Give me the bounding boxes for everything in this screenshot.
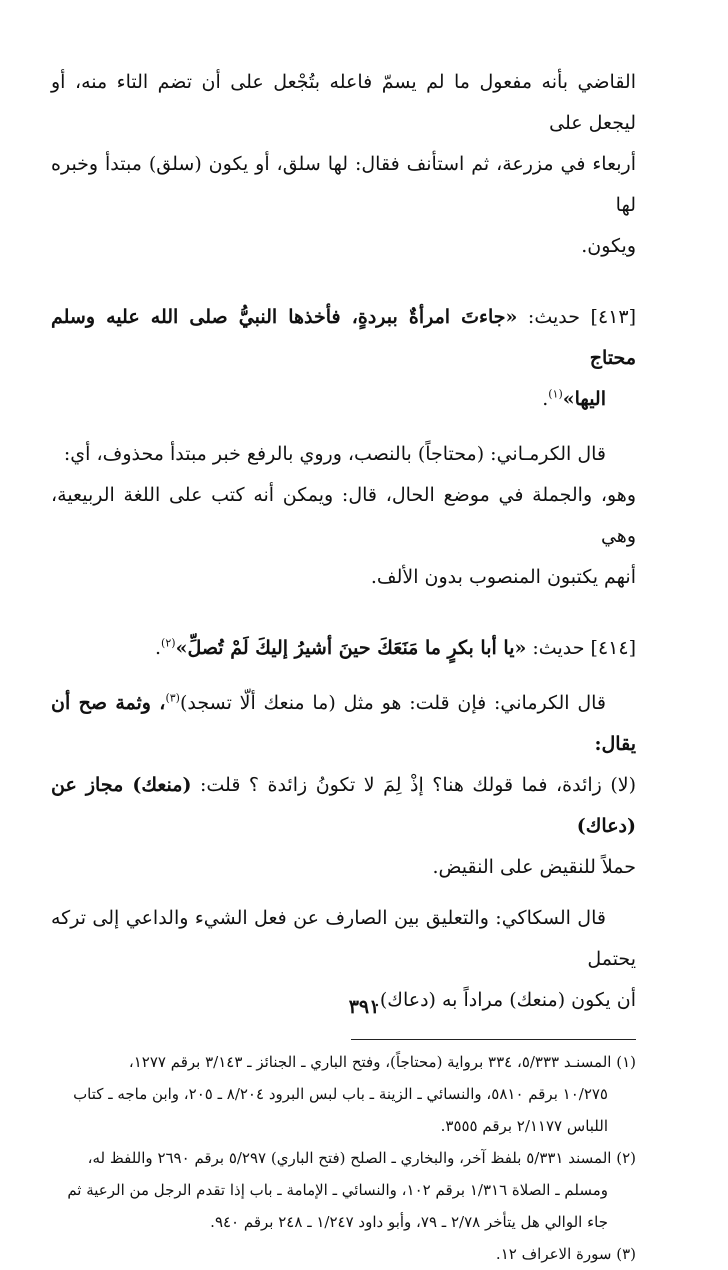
kirmani1-line-1: قال الكرمـاني: (محتاجاً) بالنصب، وروي بالرفع خبر مبتدأ محذوف، أي: <box>63 443 606 465</box>
kirmani2-line-3: حملاً للنقيض على النقيض. <box>432 856 636 878</box>
kirmani2-footnote-ref[interactable]: (٣) <box>165 691 180 705</box>
hadith-414-label: حديث: <box>532 637 585 659</box>
footnote-1-line-1: (١) المسنـد ٥/٣٣٣، ٣٣٤ برواية (محتاجاً)، وفتح الباري ـ الجنائز ـ ٣/١٤٣ برقم ١٢٧٧، <box>128 1053 636 1071</box>
footnotes <box>51 1046 636 1270</box>
intro-line-3: ويكون. <box>581 235 636 257</box>
kirmani1-line-2: وهو، والجملة في موضع الحال، قال: ويمكن أنه كتب على اللغة الربيعية، وهي <box>51 484 636 547</box>
footnote-2-line-3: جاء الوالي هل يتأخر ٢/٧٨ ـ ٧٩، وأبو داود ١/٢٤٧ ـ ٢٤٨ برقم ٩٤٠. <box>210 1213 608 1231</box>
footnote-1 <box>51 1046 636 1142</box>
hadith-414-footnote-ref[interactable]: (٢) <box>161 636 176 650</box>
sakaki-line-1: قال السكاكي: والتعليق بين الصارف عن فعل الشيء والداعي إلى تركه يحتمل <box>51 907 636 970</box>
page-number: ٣٩١ <box>348 996 380 1018</box>
spacer <box>51 888 636 898</box>
hadith-413-end: . <box>542 388 549 410</box>
hadith-414 <box>51 628 636 669</box>
intro-line-2: أربعاء في مزرعة، ثم استأنف فقال: لها سلق، أو يكون (سلق) مبتدأ وخبره لها <box>51 153 636 216</box>
page-body <box>51 62 636 1270</box>
hadith-413-number: [٤١٣] <box>590 306 636 328</box>
kirmani2-line-2a: (لا) زائدة، فما قولك هنا؟ إذْ لِمَ لا تكونُ زائدة ؟ قلت: <box>199 774 636 796</box>
hadith-413-label: حديث: <box>527 306 580 328</box>
footnote-1-line-2: ١٠/٢٧٥ برقم ٥٨١٠، والنسائي ـ الزينة ـ باب لبس البرود ٨/٢٠٤ ـ ٢٠٥، وابن ماجه ـ كتاب <box>73 1085 608 1103</box>
hadith-413-text-line-2: اليها» <box>562 388 606 410</box>
footnote-2-line-1: (٢) المسند ٥/٣٣١ بلفظ آخر، والبخاري ـ الصلح (فتح الباري) ٥/٢٩٧ برقم ٢٦٩٠ واللفظ له، <box>87 1149 636 1167</box>
kirmani-commentary-1 <box>51 434 636 598</box>
hadith-413 <box>51 297 636 420</box>
sakaki-line-2: أن يكون (منعك) مراداً به (دعاك). <box>373 989 636 1011</box>
footnote-3 <box>51 1238 636 1270</box>
intro-line-1: القاضي بأنه مفعول ما لم يسمّ فاعله بتُجْعل على أن تضم التاء منه، أو ليجعل على <box>51 71 636 134</box>
footnote-1-line-3: اللباس ٢/١١٧٧ برقم ٣٥٥٥. <box>440 1117 608 1135</box>
footnote-2 <box>51 1142 636 1238</box>
hadith-414-end: . <box>155 637 162 659</box>
hadith-413-text-line-1: «جاءتَ امرأةٌ ببردةٍ، فأخذها النبيُّ صلى الله عليه وسلم محتاج <box>51 306 636 369</box>
hadith-414-number: [٤١٤] <box>590 637 636 659</box>
hadith-413-footnote-ref[interactable]: (١) <box>548 387 563 401</box>
kirmani-commentary-2 <box>51 683 636 888</box>
kirmani2-line-1a: قال الكرماني: فإن قلت: هو مثل (ما منعك ألّا تسجد) <box>179 692 606 714</box>
kirmani2-line-2b: (منعك) مجاز عن (دعاك) <box>51 774 636 837</box>
footnote-3-line-1: (٣) سورة الاعراف ١٢. <box>495 1245 636 1263</box>
footnote-2-line-2: ومسلم ـ الصلاة ١/٣١٦ برقم ١٠٢، والنسائي ـ الإمامة ـ باب إذا تقدم الرجل من الرعية ثم <box>67 1181 608 1199</box>
intro-paragraph <box>51 62 636 267</box>
kirmani1-line-3: أنهم يكتبون المنصوب بدون الألف. <box>370 566 636 588</box>
footnote-divider <box>351 1039 636 1040</box>
hadith-414-text: «يا أبا بكرٍ ما مَنَعَكَ حينَ أشيرُ إليكَ لَمْ تُصلِّ» <box>175 637 527 659</box>
kirmani2-line-1b: ، وثمة صح أن يقال: <box>51 692 636 755</box>
